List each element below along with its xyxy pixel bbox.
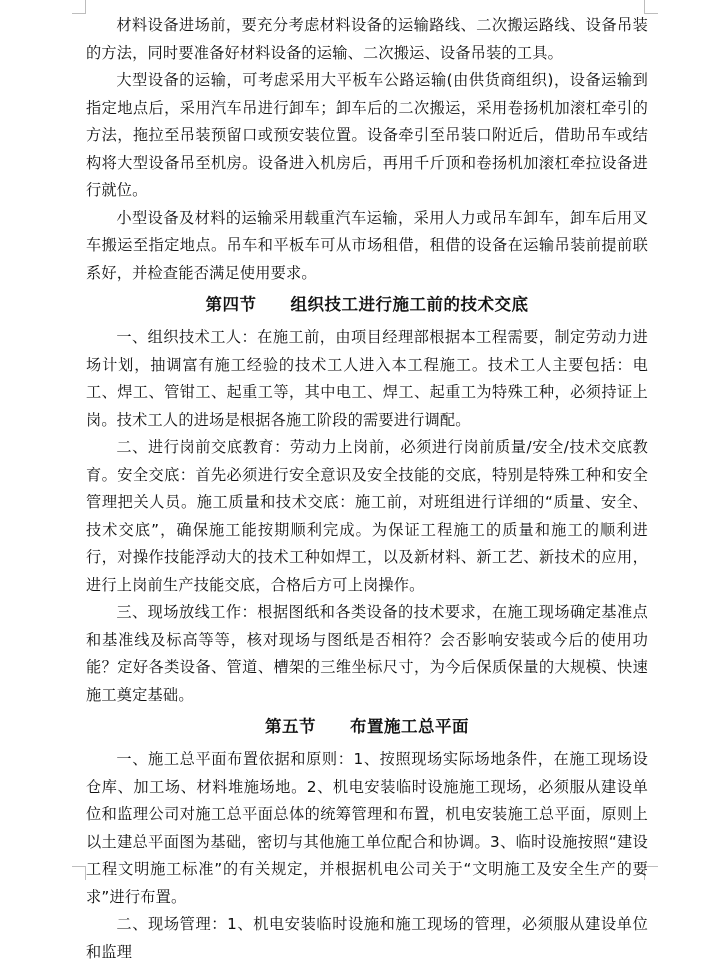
paragraph-layout-principles: 一、施工总平面布置依据和原则：1、按照现场实际场地条件，在施工现场设仓库、加工场、材料堆施场地。2、机电安装临时设施施工现场，必须服从建设单位和监理公司对施工总平面总体的统筹管理和布置，机电安装施工总平面，原则上以土建总平面图为基础，密切与其他施工单位配合和协调。3、临时设施按照“建设工程文明施工标准”的有关规定，并根据机电公司关于“文明施工及安全生产的要求”进行布置。 (86, 750, 648, 906)
paragraph-site-layout: 三、现场放线工作：根据图纸和各类设备的技术要求，在施工现场确定基准点和基准线及标高等等，核对现场与图纸是否相符？会否影响安装或今后的使用功能？定好各类设备、管道、槽架的三维坐标尺寸，为今后保质保量的大规模、快速施工奠定基础。 (86, 603, 648, 704)
crop-mark-bottom-left (72, 866, 86, 880)
section-4-title: 组织技工进行施工前的技术交底 (290, 295, 529, 314)
paragraph-large-equipment: 大型设备的运输，可考虑采用大平板车公路运输(由供货商组织)，设备运输到指定地点后，采用汽车吊进行卸车；卸车后的二次搬运，采用卷扬机加滚杠牵引的方法，拖拉至吊装预留口或预安装位置。设备牵引至吊装口附近后，借助吊车或结构将大型设备吊至机房。设备进入机房后，再用千斤顶和卷扬机加滚杠牵拉设备进行就位。 (86, 71, 648, 199)
document-page (86, 12, 648, 966)
section-4-heading (86, 287, 648, 324)
paragraph-organize-workers: 一、组织技术工人：在施工前，由项目经理部根据本工程需要，制定劳动力进场计划，抽调富有施工经验的技术工人进入本工程施工。技术工人主要包括：电工、焊工、管钳工、起重工等，其中电工、焊工、起重工为特殊工种，必须持证上岗。技术工人的进场是根据各施工阶段的需要进行调配。 (86, 328, 648, 429)
section-4-number: 第四节 (205, 295, 257, 314)
crop-mark-top-left (72, 0, 86, 14)
paragraph-briefing-education: 二、进行岗前交底教育：劳动力上岗前，必须进行岗前质量/安全/技术交底教育。安全交底：首先必须进行安全意识及安全技能的交底，特别是特殊工种和安全管理把关人员。施工质量和技术交底：施工前，对班组进行详细的“质量、安全、技术交底”，确保施工能按期顺利完成。为保证工程施工的质量和施工的顺利进行，对操作技能浮动大的技术工种如焊工，以及新材料、新工艺、新技术的应用，进行上岗前生产技能交底，合格后方可上岗操作。 (86, 438, 648, 594)
section-5-heading (86, 709, 648, 746)
section-5-number: 第五节 (265, 717, 316, 736)
paragraph-site-management: 二、现场管理：1、机电安装临时设施和施工现场的管理，必须服从建设单位和监理 (86, 915, 648, 961)
paragraph-materials-entry: 材料设备进场前，要充分考虑材料设备的运输路线、二次搬运路线、设备吊装的方法，同时要准备好材料设备的运输、二次搬运、设备吊装的工具。 (86, 16, 648, 62)
paragraph-small-equipment: 小型设备及材料的运输采用载重汽车运输，采用人力或吊车卸车，卸车后用叉车搬运至指定地点。吊车和平板车可从市场租借，租借的设备在运输吊装前提前联系好，并检查能否满足使用要求。 (86, 208, 648, 282)
section-5-title: 布置施工总平面 (350, 717, 469, 736)
